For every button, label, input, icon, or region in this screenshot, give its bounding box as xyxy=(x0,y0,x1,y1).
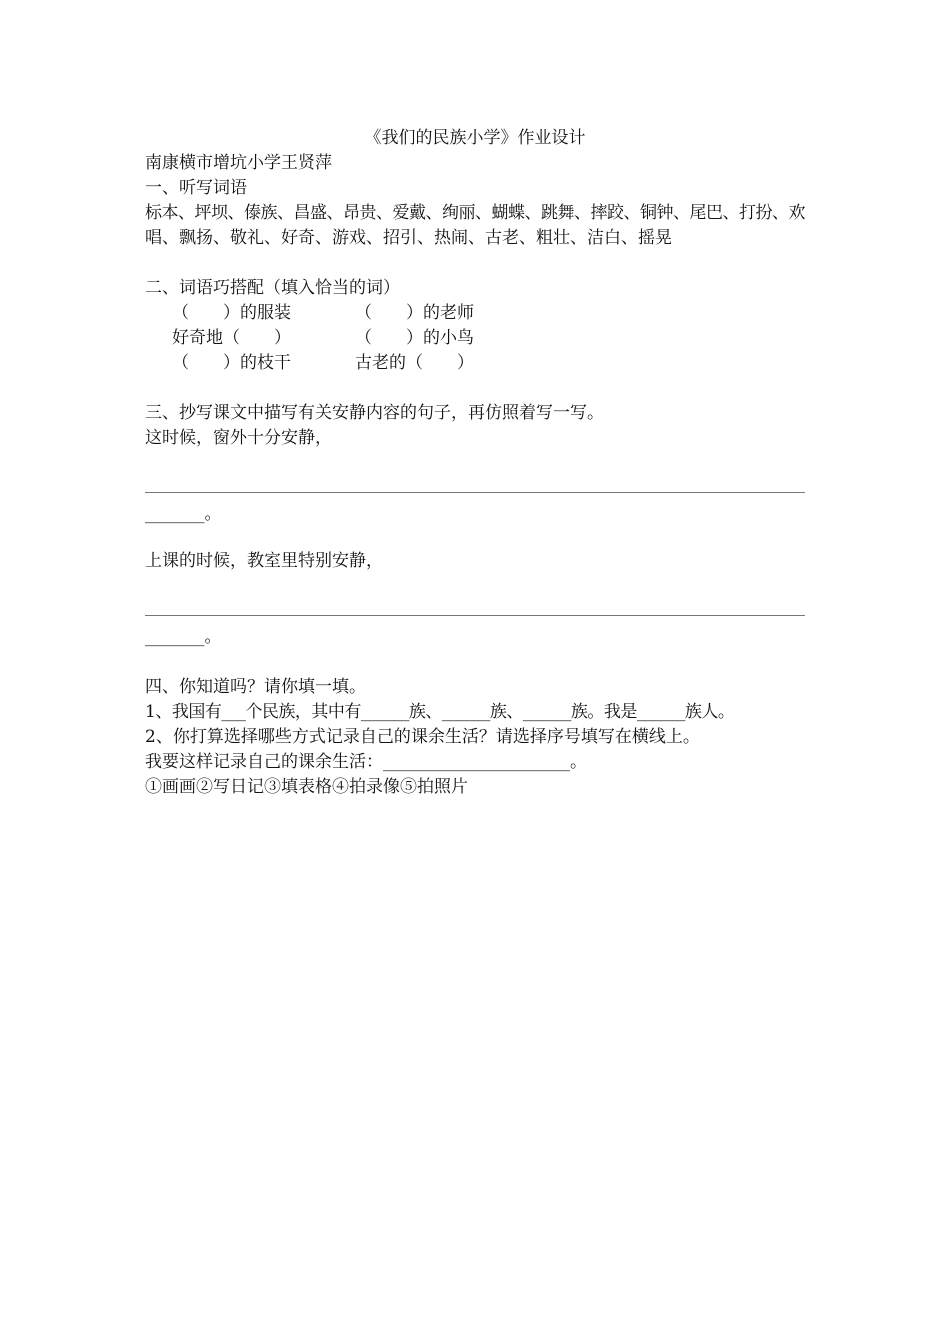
match-item: （ ）的服装 xyxy=(172,303,291,323)
section1-heading: 一、听写词语 xyxy=(145,178,247,198)
section3-heading: 三、抄写课文中描写有关安静内容的句子，再仿照着写一写。 xyxy=(145,403,604,423)
vocab-line-1: 标本、坪坝、傣族、昌盛、昂贵、爱戴、绚丽、蝴蝶、跳舞、摔跤、铜钟、尾巴、打扮、欢 xyxy=(145,203,805,223)
options-list: ①画画②写日记③填表格④拍录像⑤拍照片 xyxy=(145,777,468,797)
page-title: 《我们的民族小学》作业设计 xyxy=(364,128,586,148)
match-item: （ ）的小鸟 xyxy=(355,328,474,348)
match-item: 好奇地（ ） xyxy=(172,328,291,348)
match-item: （ ）的老师 xyxy=(355,303,474,323)
match-item: （ ）的枝干 xyxy=(172,353,291,373)
question-2-answer-line: 我要这样记录自己的课余生活：______________________。 xyxy=(145,752,587,772)
answer-line-end: _______。 xyxy=(145,504,222,524)
match-item: 古老的（ ） xyxy=(355,353,474,373)
section2-heading: 二、词语巧搭配（填入恰当的词） xyxy=(145,278,400,298)
question-2: 2、你打算选择哪些方式记录自己的课余生活？请选择序号填写在横线上。 xyxy=(145,727,700,747)
answer-line xyxy=(145,615,805,616)
copy-prompt-2: 上课的时候，教室里特别安静， xyxy=(145,551,383,571)
vocab-line-2: 唱、飘扬、敬礼、好奇、游戏、招引、热闹、古老、粗壮、洁白、摇晃 xyxy=(145,228,672,248)
question-1: 1、我国有___个民族，其中有______族、______族、______族。我是______族人。 xyxy=(145,702,735,722)
copy-prompt-1: 这时候，窗外十分安静， xyxy=(145,428,332,448)
answer-line xyxy=(145,492,805,493)
section4-heading: 四、你知道吗？请你填一填。 xyxy=(145,677,366,697)
author-line: 南康横市增坑小学王贤萍 xyxy=(145,153,332,173)
answer-line-end: _______。 xyxy=(145,627,222,647)
